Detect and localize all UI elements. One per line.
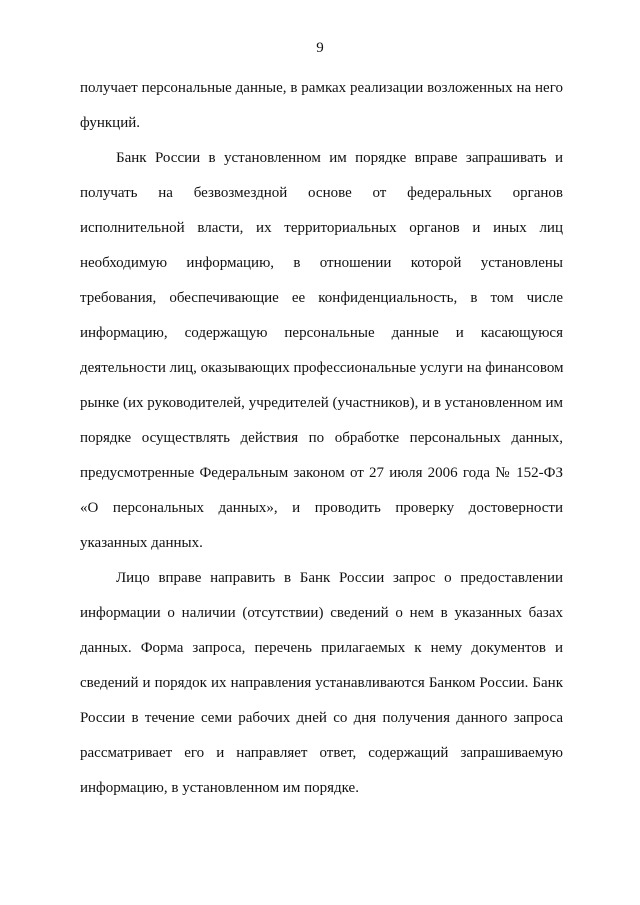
text-line: исполнительной власти, их территориальных органов и иных лиц <box>80 220 563 236</box>
text-line: сведений и порядок их направления устанавливаются Банком России. Банк <box>80 675 563 691</box>
page-number: 9 <box>316 40 324 56</box>
text-line: предусмотренные Федеральным законом от 27 июля 2006 года № 152-ФЗ <box>80 465 563 481</box>
paragraph-first-line: Лицо вправе направить в Банк России запрос о предоставлении <box>116 570 563 586</box>
text-line: порядке осуществлять действия по обработке персональных данных, <box>80 430 563 446</box>
text-line: России в течение семи рабочих дней со дня получения данного запроса <box>80 710 563 726</box>
text-line: «О персональных данных», и проводить проверку достоверности <box>80 500 563 516</box>
text-line: функций. <box>80 115 140 131</box>
text-line: рынке (их руководителей, учредителей (участников), и в установленном им <box>80 395 563 411</box>
text-line: получать на безвозмездной основе от федеральных органов <box>80 185 563 201</box>
paragraph-first-line: Банк России в установленном им порядке вправе запрашивать и <box>116 150 563 166</box>
text-line: деятельности лиц, оказывающих профессиональные услуги на финансовом <box>80 360 564 376</box>
text-line: получает персональные данные, в рамках реализации возложенных на него <box>80 80 563 96</box>
text-line: необходимую информацию, в отношении которой установлены <box>80 255 563 271</box>
text-line: рассматривает его и направляет ответ, содержащий запрашиваемую <box>80 745 563 761</box>
text-line: требования, обеспечивающие ее конфиденциальность, в том числе <box>80 290 563 306</box>
text-line: информации о наличии (отсутствии) сведений о нем в указанных базах <box>80 605 563 621</box>
text-line: информацию, содержащую персональные данные и касающуюся <box>80 325 563 341</box>
text-line: данных. Форма запроса, перечень прилагаемых к нему документов и <box>80 640 563 656</box>
text-line: информацию, в установленном им порядке. <box>80 780 359 796</box>
text-line: указанных данных. <box>80 535 203 551</box>
